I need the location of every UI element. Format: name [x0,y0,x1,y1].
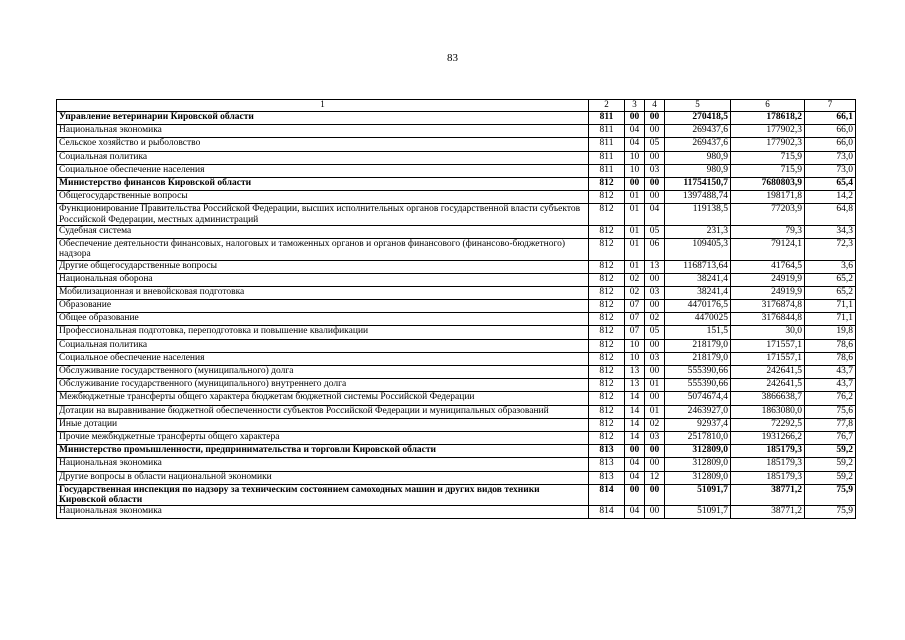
planned-amount-cell: 312809,0 [665,471,731,484]
planned-amount-cell: 109405,3 [665,239,731,261]
executed-amount-cell: 185179,3 [731,471,805,484]
admin-code-cell: 812 [589,366,625,379]
admin-code-cell: 814 [589,484,625,506]
planned-amount-cell: 555390,66 [665,379,731,392]
section-code-cell: 00 [625,112,645,125]
subsection-code-cell: 00 [645,339,665,352]
table-row [57,379,856,392]
planned-amount-cell: 151,5 [665,326,731,339]
table-row [57,506,856,519]
execution-percent-cell: 73,0 [805,164,856,177]
execution-percent-cell: 66,0 [805,138,856,151]
planned-amount-cell: 4470176,5 [665,300,731,313]
planned-amount-cell: 312809,0 [665,458,731,471]
planned-amount-cell: 312809,0 [665,445,731,458]
admin-code-cell: 812 [589,379,625,392]
table-row [57,418,856,431]
table-row [57,405,856,418]
executed-amount-cell: 24919,9 [731,286,805,299]
admin-code-cell: 812 [589,225,625,238]
executed-amount-cell: 77203,9 [731,204,805,226]
header-cell-1: 1 [57,100,589,112]
executed-amount-cell: 198171,8 [731,191,805,204]
executed-amount-cell: 1931266,2 [731,431,805,444]
admin-code-cell: 811 [589,151,625,164]
executed-amount-cell: 3866638,7 [731,392,805,405]
subsection-code-cell: 05 [645,326,665,339]
execution-percent-cell: 59,2 [805,445,856,458]
item-name-cell: Национальная экономика [57,506,589,519]
budget-table [56,99,856,519]
admin-code-cell: 812 [589,339,625,352]
executed-amount-cell: 178618,2 [731,112,805,125]
table-row [57,286,856,299]
execution-percent-cell: 3,6 [805,260,856,273]
subsection-code-cell: 00 [645,392,665,405]
execution-percent-cell: 65,2 [805,273,856,286]
execution-percent-cell: 43,7 [805,379,856,392]
execution-percent-cell: 43,7 [805,366,856,379]
execution-percent-cell: 72,3 [805,239,856,261]
section-code-cell: 14 [625,431,645,444]
subsection-code-cell: 00 [645,125,665,138]
subsection-code-cell: 00 [645,177,665,190]
subsection-code-cell: 03 [645,286,665,299]
table-row-department [57,177,856,190]
executed-amount-cell: 38771,2 [731,506,805,519]
item-name-cell: Образование [57,300,589,313]
executed-amount-cell: 171557,1 [731,339,805,352]
admin-code-cell: 812 [589,286,625,299]
section-code-cell: 01 [625,191,645,204]
planned-amount-cell: 231,3 [665,225,731,238]
planned-amount-cell: 1168713,64 [665,260,731,273]
table-row [57,366,856,379]
item-name-cell: Судебная система [57,225,589,238]
table-row [57,431,856,444]
execution-percent-cell: 19,8 [805,326,856,339]
item-name-cell: Общегосударственные вопросы [57,191,589,204]
execution-percent-cell: 73,0 [805,151,856,164]
subsection-code-cell: 01 [645,405,665,418]
header-cell-6: 6 [731,100,805,112]
subsection-code-cell: 00 [645,273,665,286]
executed-amount-cell: 38771,2 [731,484,805,506]
admin-code-cell: 813 [589,445,625,458]
admin-code-cell: 811 [589,125,625,138]
section-code-cell: 01 [625,239,645,261]
item-name-cell: Государственная инспекция по надзору за техническим состоянием самоходных машин и других видов техники Кировской области [57,484,589,506]
subsection-code-cell: 00 [645,300,665,313]
section-code-cell: 07 [625,326,645,339]
planned-amount-cell: 38241,4 [665,286,731,299]
planned-amount-cell: 555390,66 [665,366,731,379]
section-code-cell: 07 [625,313,645,326]
column-number-row [57,100,856,112]
admin-code-cell: 812 [589,177,625,190]
table-row [57,239,856,261]
executed-amount-cell: 72292,5 [731,418,805,431]
execution-percent-cell: 71,1 [805,313,856,326]
section-code-cell: 10 [625,352,645,365]
table-row [57,313,856,326]
section-code-cell: 14 [625,405,645,418]
execution-percent-cell: 75,6 [805,405,856,418]
subsection-code-cell: 00 [645,445,665,458]
planned-amount-cell: 5074674,4 [665,392,731,405]
planned-amount-cell: 980,9 [665,164,731,177]
item-name-cell: Национальная оборона [57,273,589,286]
execution-percent-cell: 75,9 [805,484,856,506]
table-row [57,138,856,151]
executed-amount-cell: 185179,3 [731,458,805,471]
section-code-cell: 04 [625,458,645,471]
table-row [57,300,856,313]
executed-amount-cell: 24919,9 [731,273,805,286]
subsection-code-cell: 05 [645,225,665,238]
admin-code-cell: 812 [589,239,625,261]
executed-amount-cell: 41764,5 [731,260,805,273]
section-code-cell: 14 [625,392,645,405]
item-name-cell: Управление ветеринарии Кировской области [57,112,589,125]
admin-code-cell: 814 [589,506,625,519]
execution-percent-cell: 76,2 [805,392,856,405]
section-code-cell: 02 [625,286,645,299]
admin-code-cell: 812 [589,300,625,313]
executed-amount-cell: 171557,1 [731,352,805,365]
execution-percent-cell: 14,2 [805,191,856,204]
planned-amount-cell: 38241,4 [665,273,731,286]
planned-amount-cell: 11754150,7 [665,177,731,190]
item-name-cell: Социальное обеспечение населения [57,352,589,365]
execution-percent-cell: 34,3 [805,225,856,238]
subsection-code-cell: 03 [645,164,665,177]
subsection-code-cell: 00 [645,506,665,519]
execution-percent-cell: 59,2 [805,458,856,471]
executed-amount-cell: 177902,3 [731,138,805,151]
subsection-code-cell: 02 [645,313,665,326]
execution-percent-cell: 75,9 [805,506,856,519]
table-row [57,471,856,484]
subsection-code-cell: 00 [645,191,665,204]
planned-amount-cell: 980,9 [665,151,731,164]
section-code-cell: 00 [625,177,645,190]
admin-code-cell: 811 [589,138,625,151]
admin-code-cell: 813 [589,471,625,484]
section-code-cell: 02 [625,273,645,286]
item-name-cell: Дотации на выравнивание бюджетной обеспеченности субъектов Российской Федерации и муниципальных образований [57,405,589,418]
table-row-department [57,484,856,506]
item-name-cell: Национальная экономика [57,458,589,471]
executed-amount-cell: 30,0 [731,326,805,339]
section-code-cell: 04 [625,138,645,151]
table-row [57,458,856,471]
subsection-code-cell: 13 [645,260,665,273]
table-row [57,392,856,405]
section-code-cell: 00 [625,484,645,506]
table-row [57,225,856,238]
table-row [57,352,856,365]
table-row-department [57,445,856,458]
planned-amount-cell: 2517810,0 [665,431,731,444]
table-row [57,339,856,352]
header-cell-5: 5 [665,100,731,112]
execution-percent-cell: 66,1 [805,112,856,125]
planned-amount-cell: 270418,5 [665,112,731,125]
admin-code-cell: 812 [589,405,625,418]
admin-code-cell: 812 [589,392,625,405]
executed-amount-cell: 7680803,9 [731,177,805,190]
executed-amount-cell: 177902,3 [731,125,805,138]
planned-amount-cell: 218179,0 [665,339,731,352]
admin-code-cell: 812 [589,273,625,286]
execution-percent-cell: 66,0 [805,125,856,138]
section-code-cell: 00 [625,445,645,458]
section-code-cell: 10 [625,339,645,352]
item-name-cell: Национальная экономика [57,125,589,138]
admin-code-cell: 812 [589,418,625,431]
planned-amount-cell: 51091,7 [665,506,731,519]
section-code-cell: 14 [625,418,645,431]
item-name-cell: Сельское хозяйство и рыболовство [57,138,589,151]
section-code-cell: 04 [625,125,645,138]
admin-code-cell: 811 [589,112,625,125]
section-code-cell: 04 [625,506,645,519]
header-cell-2: 2 [589,100,625,112]
execution-percent-cell: 77,8 [805,418,856,431]
table-row [57,191,856,204]
item-name-cell: Прочие межбюджетные трансферты общего характера [57,431,589,444]
executed-amount-cell: 715,9 [731,164,805,177]
planned-amount-cell: 2463927,0 [665,405,731,418]
admin-code-cell: 812 [589,204,625,226]
execution-percent-cell: 71,1 [805,300,856,313]
admin-code-cell: 812 [589,260,625,273]
admin-code-cell: 811 [589,164,625,177]
header-cell-3: 3 [625,100,645,112]
item-name-cell: Социальное обеспечение населения [57,164,589,177]
item-name-cell: Другие общегосударственные вопросы [57,260,589,273]
execution-percent-cell: 78,6 [805,339,856,352]
table-row [57,273,856,286]
item-name-cell: Министерство промышленности, предпринимательства и торговли Кировской области [57,445,589,458]
subsection-code-cell: 00 [645,112,665,125]
executed-amount-cell: 79,3 [731,225,805,238]
item-name-cell: Функционирование Правительства Российской Федерации, высших исполнительных органов государственной власти субъектов Российской Федерации, местных администраций [57,204,589,226]
planned-amount-cell: 269437,6 [665,125,731,138]
table-row [57,151,856,164]
item-name-cell: Профессиональная подготовка, переподготовка и повышение квалификации [57,326,589,339]
executed-amount-cell: 79124,1 [731,239,805,261]
execution-percent-cell: 59,2 [805,471,856,484]
executed-amount-cell: 242641,5 [731,366,805,379]
section-code-cell: 13 [625,366,645,379]
executed-amount-cell: 185179,3 [731,445,805,458]
table-row [57,164,856,177]
execution-percent-cell: 65,2 [805,286,856,299]
planned-amount-cell: 218179,0 [665,352,731,365]
table-row-department [57,112,856,125]
admin-code-cell: 812 [589,313,625,326]
header-cell-4: 4 [645,100,665,112]
admin-code-cell: 812 [589,352,625,365]
table-row [57,326,856,339]
subsection-code-cell: 02 [645,418,665,431]
planned-amount-cell: 92937,4 [665,418,731,431]
executed-amount-cell: 3176874,8 [731,300,805,313]
admin-code-cell: 812 [589,326,625,339]
planned-amount-cell: 1397488,74 [665,191,731,204]
subsection-code-cell: 00 [645,151,665,164]
subsection-code-cell: 04 [645,204,665,226]
planned-amount-cell: 51091,7 [665,484,731,506]
subsection-code-cell: 00 [645,366,665,379]
table-row [57,204,856,226]
subsection-code-cell: 05 [645,138,665,151]
execution-percent-cell: 64,8 [805,204,856,226]
subsection-code-cell: 00 [645,458,665,471]
executed-amount-cell: 242641,5 [731,379,805,392]
table-row [57,125,856,138]
section-code-cell: 07 [625,300,645,313]
table-row [57,260,856,273]
page-number: 83 [447,52,458,64]
planned-amount-cell: 4470025 [665,313,731,326]
planned-amount-cell: 269437,6 [665,138,731,151]
section-code-cell: 01 [625,225,645,238]
budget-table-body [57,100,856,519]
executed-amount-cell: 1863080,0 [731,405,805,418]
section-code-cell: 04 [625,471,645,484]
item-name-cell: Социальная политика [57,339,589,352]
item-name-cell: Социальная политика [57,151,589,164]
header-cell-7: 7 [805,100,856,112]
subsection-code-cell: 00 [645,484,665,506]
item-name-cell: Иные дотации [57,418,589,431]
item-name-cell: Межбюджетные трансферты общего характера бюджетам бюджетной системы Российской Федерации [57,392,589,405]
admin-code-cell: 813 [589,458,625,471]
item-name-cell: Мобилизационная и вневойсковая подготовка [57,286,589,299]
executed-amount-cell: 715,9 [731,151,805,164]
admin-code-cell: 812 [589,191,625,204]
section-code-cell: 13 [625,379,645,392]
section-code-cell: 10 [625,164,645,177]
item-name-cell: Министерство финансов Кировской области [57,177,589,190]
execution-percent-cell: 78,6 [805,352,856,365]
item-name-cell: Другие вопросы в области национальной экономики [57,471,589,484]
subsection-code-cell: 03 [645,352,665,365]
item-name-cell: Обеспечение деятельности финансовых, налоговых и таможенных органов и органов финансового (финансово-бюджетного) надзора [57,239,589,261]
section-code-cell: 01 [625,204,645,226]
execution-percent-cell: 76,7 [805,431,856,444]
subsection-code-cell: 01 [645,379,665,392]
subsection-code-cell: 12 [645,471,665,484]
subsection-code-cell: 03 [645,431,665,444]
executed-amount-cell: 3176844,8 [731,313,805,326]
section-code-cell: 01 [625,260,645,273]
item-name-cell: Общее образование [57,313,589,326]
section-code-cell: 10 [625,151,645,164]
subsection-code-cell: 06 [645,239,665,261]
item-name-cell: Обслуживание государственного (муниципального) долга [57,366,589,379]
planned-amount-cell: 119138,5 [665,204,731,226]
item-name-cell: Обслуживание государственного (муниципального) внутреннего долга [57,379,589,392]
admin-code-cell: 812 [589,431,625,444]
execution-percent-cell: 65,4 [805,177,856,190]
